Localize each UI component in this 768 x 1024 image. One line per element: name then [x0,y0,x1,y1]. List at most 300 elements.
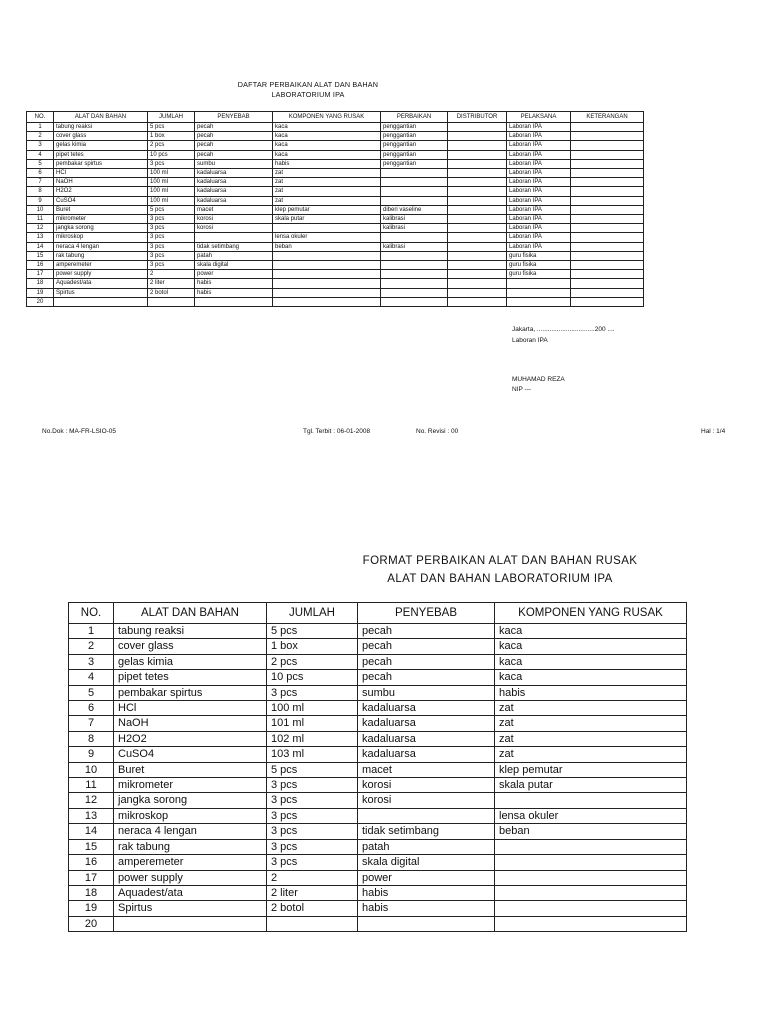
table-cell: HCl [54,169,148,178]
table-row [69,747,687,762]
table-cell [571,187,644,196]
table-cell: NaOH [54,178,148,187]
table-row [27,233,644,242]
table-cell [495,901,687,916]
signature-name: MUHAMAD REZA [512,376,565,383]
table-row [27,270,644,279]
format-title [300,552,700,588]
table-cell [381,279,448,288]
row-number: 20 [27,297,54,306]
table-cell: Laboran IPA [507,187,571,196]
bottom-header-cell: KOMPONEN YANG RUSAK [495,603,687,624]
row-number: 2 [69,639,114,654]
table-cell: power [358,870,495,885]
table-cell [448,150,507,159]
table-cell: jangka sorong [114,793,267,808]
table-cell [571,297,644,306]
table-cell: pecah [358,670,495,685]
table-cell [571,279,644,288]
table-cell: 101 ml [267,716,358,731]
table-cell: 2 pcs [148,141,195,150]
table-cell [571,261,644,270]
table-cell: patah [195,251,273,260]
table-cell: 3 pcs [148,159,195,168]
table-cell [571,205,644,214]
table-cell: Aquadest/ata [114,885,267,900]
table-cell [571,123,644,132]
table-cell: 3 pcs [148,233,195,242]
row-number: 5 [69,685,114,700]
repair-list-table [26,111,644,307]
table-cell: pecah [358,639,495,654]
table-cell: 100 ml [148,187,195,196]
table-row [69,685,687,700]
top-header-cell: ALAT DAN BAHAN [54,112,148,123]
table-cell: kaca [273,132,381,141]
revision-number: No. Revisi : 00 [416,428,459,435]
table-cell [381,288,448,297]
row-number: 10 [69,762,114,777]
table-cell: penggantian [381,150,448,159]
table-row [27,215,644,224]
table-cell: 2 liter [148,279,195,288]
table-cell [448,261,507,270]
top-header-cell: KOMPONEN YANG RUSAK [273,112,381,123]
table-cell: klep pemutar [495,762,687,777]
table-cell: mikroskop [54,233,148,242]
signature-nip: NIP --- [512,386,532,393]
table-cell: 102 ml [267,731,358,746]
table-cell [571,141,644,150]
table-row [69,916,687,931]
table-cell: kaca [495,639,687,654]
table-cell [54,297,148,306]
row-number: 11 [69,778,114,793]
table-cell [571,196,644,205]
table-cell [448,242,507,251]
table-cell: Buret [54,205,148,214]
row-number: 19 [69,901,114,916]
table-cell: Laboran IPA [507,123,571,132]
row-number: 7 [69,716,114,731]
table-cell: habis [195,288,273,297]
table-cell: Spirtus [54,288,148,297]
table-cell [273,251,381,260]
table-row [27,251,644,260]
row-number: 5 [27,159,54,168]
table-cell: cover glass [54,132,148,141]
table-cell: Spirtus [114,901,267,916]
table-cell [571,150,644,159]
table-cell: neraca 4 lengan [114,824,267,839]
table-cell [148,297,195,306]
table-cell: Laboran IPA [507,132,571,141]
table-cell: tabung reaksi [114,624,267,639]
table-cell: 1 box [148,132,195,141]
table-cell: 2 [267,870,358,885]
signature-place-date: Jakarta, ................................200 .... [512,326,615,333]
table-cell: kaca [273,150,381,159]
table-cell: kaca [273,123,381,132]
row-number: 9 [69,747,114,762]
format-title-line-2: ALAT DAN BAHAN LABORATORIUM IPA [387,573,613,585]
table-row [69,716,687,731]
row-number: 4 [69,670,114,685]
row-number: 13 [69,808,114,823]
table-cell [448,187,507,196]
table-cell [448,251,507,260]
table-row [27,288,644,297]
table-cell: kadaluarsa [195,178,273,187]
table-cell: macet [358,762,495,777]
row-number: 16 [69,855,114,870]
table-cell: lensa okuler [273,233,381,242]
table-cell: zat [495,747,687,762]
table-cell: Laboran IPA [507,196,571,205]
table-cell: sumbu [358,685,495,700]
table-cell [571,224,644,233]
table-cell: 3 pcs [148,224,195,233]
table-cell [273,297,381,306]
table-cell: 3 pcs [148,242,195,251]
table-cell: guru fisika [507,261,571,270]
table-cell: pecah [195,150,273,159]
table-row [27,159,644,168]
table-row [69,855,687,870]
table-cell: tabung reaksi [54,123,148,132]
table-cell [114,916,267,931]
table-cell: jangka sorong [54,224,148,233]
issue-date: Tgl. Terbit : 06-01-2008 [303,428,371,435]
table-row [69,808,687,823]
row-number: 12 [69,793,114,808]
table-cell [381,187,448,196]
table-cell: tidak setimbang [358,824,495,839]
table-cell: kadaluarsa [358,747,495,762]
table-cell [273,279,381,288]
row-number: 15 [69,839,114,854]
table-cell [507,279,571,288]
table-cell: habis [273,159,381,168]
table-cell [448,196,507,205]
table-cell [507,288,571,297]
table-row [69,885,687,900]
table-cell [495,793,687,808]
table-row [27,297,644,306]
table-cell [571,178,644,187]
table-cell: NaOH [114,716,267,731]
table-cell: penggantian [381,123,448,132]
table-cell: kadaluarsa [358,731,495,746]
table-cell: penggantian [381,132,448,141]
table-row [27,178,644,187]
table-cell: 2 pcs [267,654,358,669]
table-cell [448,159,507,168]
table-cell [448,297,507,306]
table-cell: 100 ml [148,178,195,187]
top-header-cell: PERBAIKAN [381,112,448,123]
table-cell: kadaluarsa [358,716,495,731]
row-number: 3 [27,141,54,150]
table-cell: HCl [114,701,267,716]
table-cell [507,297,571,306]
table-cell [495,916,687,931]
table-cell [358,916,495,931]
table-cell: beban [273,242,381,251]
table-row [27,279,644,288]
table-cell: penggantian [381,141,448,150]
table-cell [448,270,507,279]
table-cell: 3 pcs [148,261,195,270]
table-cell: skala digital [195,261,273,270]
table-cell: kalibrasi [381,215,448,224]
table-cell: 3 pcs [267,855,358,870]
table-cell: 5 pcs [148,123,195,132]
row-number: 17 [27,270,54,279]
table-cell: Laboran IPA [507,159,571,168]
table-cell: pipet tetes [54,150,148,159]
table-cell: kadaluarsa [195,187,273,196]
table-cell: korosi [358,778,495,793]
table-cell: zat [273,178,381,187]
row-number: 8 [27,187,54,196]
bottom-header-cell: ALAT DAN BAHAN [114,603,267,624]
table-row [69,624,687,639]
row-number: 9 [27,196,54,205]
row-number: 17 [69,870,114,885]
table-cell: Laboran IPA [507,150,571,159]
table-cell [495,870,687,885]
table-cell: 1 box [267,639,358,654]
top-header-cell: JUMLAH [148,112,195,123]
table-cell: skala digital [358,855,495,870]
table-cell [448,288,507,297]
table-cell: kaca [495,624,687,639]
document-title [0,80,616,100]
table-cell: guru fisika [507,270,571,279]
table-cell [448,123,507,132]
table-cell: 3 pcs [267,793,358,808]
table-cell: zat [495,731,687,746]
table-cell: kadaluarsa [358,701,495,716]
table-row [27,123,644,132]
table-cell [381,297,448,306]
table-cell: Laboran IPA [507,141,571,150]
table-cell: 3 pcs [148,215,195,224]
table-cell [273,224,381,233]
table-row [27,150,644,159]
row-number: 6 [69,701,114,716]
table-cell: 2 botol [267,901,358,916]
row-number: 1 [69,624,114,639]
table-cell: 2 liter [267,885,358,900]
row-number: 14 [69,824,114,839]
table-cell: pembakar spirtus [114,685,267,700]
table-row [69,639,687,654]
table-row [27,242,644,251]
table-cell: klep pemutar [273,205,381,214]
table-cell: 2 [148,270,195,279]
table-cell [571,242,644,251]
table-cell: power [195,270,273,279]
bottom-header-cell: NO. [69,603,114,624]
table-cell: pecah [358,624,495,639]
table-row [27,141,644,150]
table-cell: Laboran IPA [507,224,571,233]
table-cell: pembakar spirtus [54,159,148,168]
table-cell [571,169,644,178]
table-cell [571,233,644,242]
table-row [27,169,644,178]
table-cell: kalibrasi [381,242,448,251]
table-cell [448,169,507,178]
table-cell: pecah [195,123,273,132]
table-row [69,731,687,746]
table-cell: rak tabung [54,251,148,260]
table-cell: korosi [195,215,273,224]
table-cell: diberi vaseline [381,205,448,214]
table-row [27,187,644,196]
table-cell [495,839,687,854]
format-title-line-1: FORMAT PERBAIKAN ALAT DAN BAHAN RUSAK [362,555,638,567]
table-cell: 3 pcs [267,839,358,854]
table-cell [273,270,381,279]
table-row [69,901,687,916]
row-number: 18 [27,279,54,288]
row-number: 3 [69,654,114,669]
table-cell: Laboran IPA [507,205,571,214]
table-cell [273,261,381,270]
table-cell: 100 ml [148,169,195,178]
table-cell: beban [495,824,687,839]
table-header-row [27,112,644,123]
table-row [69,870,687,885]
table-cell: Laboran IPA [507,242,571,251]
table-row [69,654,687,669]
table-cell: zat [273,169,381,178]
format-table [68,602,687,932]
table-cell: guru fisika [507,251,571,260]
top-header-cell: KETERANGAN [571,112,644,123]
top-header-cell: NO. [27,112,54,123]
table-row [27,205,644,214]
table-cell [448,215,507,224]
table-cell: zat [495,716,687,731]
table-cell [448,141,507,150]
table-cell: Aquadest/ata [54,279,148,288]
table-cell: gelas kimia [54,141,148,150]
table-cell: korosi [358,793,495,808]
format-header-row [69,603,687,624]
table-cell [448,233,507,242]
table-cell [381,251,448,260]
table-cell [358,808,495,823]
table-cell: CuSO4 [54,196,148,205]
table-cell [448,224,507,233]
table-cell [571,270,644,279]
table-cell: rak tabung [114,839,267,854]
table-cell: kaca [495,654,687,669]
top-header-cell: DISTRIBUTOR [448,112,507,123]
table-cell: kadaluarsa [195,169,273,178]
row-number: 14 [27,242,54,251]
title-line-1: DAFTAR PERBAIKAN ALAT DAN BAHAN [237,80,379,89]
table-cell: penggantian [381,159,448,168]
table-cell: 5 pcs [267,762,358,777]
table-cell: kalibrasi [381,224,448,233]
table-row [69,839,687,854]
table-cell: neraca 4 lengan [54,242,148,251]
top-header-cell: PENYEBAB [195,112,273,123]
table-cell: gelas kimia [114,654,267,669]
table-cell [571,288,644,297]
table-cell: 10 pcs [267,670,358,685]
row-number: 6 [27,169,54,178]
row-number: 7 [27,178,54,187]
table-cell: kaca [273,141,381,150]
table-cell: tidak setimbang [195,242,273,251]
table-cell [448,279,507,288]
table-cell: 3 pcs [267,778,358,793]
table-cell: mikroskop [114,808,267,823]
table-cell: 5 pcs [148,205,195,214]
table-cell: 3 pcs [148,251,195,260]
table-cell: zat [273,187,381,196]
table-cell [381,178,448,187]
table-cell: Laboran IPA [507,233,571,242]
table-cell: 3 pcs [267,824,358,839]
table-cell [448,205,507,214]
table-cell: 3 pcs [267,808,358,823]
table-cell: 100 ml [267,701,358,716]
table-cell [381,233,448,242]
row-number: 13 [27,233,54,242]
table-cell [195,297,273,306]
table-row [69,670,687,685]
table-row [69,701,687,716]
row-number: 8 [69,731,114,746]
table-cell: Laboran IPA [507,169,571,178]
row-number: 16 [27,261,54,270]
table-cell [495,855,687,870]
table-cell: pecah [195,132,273,141]
table-cell: power supply [114,870,267,885]
table-row [27,224,644,233]
row-number: 2 [27,132,54,141]
row-number: 11 [27,215,54,224]
table-cell [571,251,644,260]
table-cell: zat [273,196,381,205]
table-cell [267,916,358,931]
table-cell [381,270,448,279]
table-cell: lensa okuler [495,808,687,823]
table-cell: mikrometer [54,215,148,224]
table-cell: habis [358,885,495,900]
row-number: 20 [69,916,114,931]
table-cell [273,288,381,297]
table-cell: CuSO4 [114,747,267,762]
table-cell: pecah [358,654,495,669]
table-cell: sumbu [195,159,273,168]
table-row [69,824,687,839]
table-cell: korosi [195,224,273,233]
table-cell: 5 pcs [267,624,358,639]
bottom-header-cell: PENYEBAB [358,603,495,624]
table-cell: skala putar [273,215,381,224]
table-cell: habis [195,279,273,288]
table-row [27,196,644,205]
table-cell: H2O2 [54,187,148,196]
